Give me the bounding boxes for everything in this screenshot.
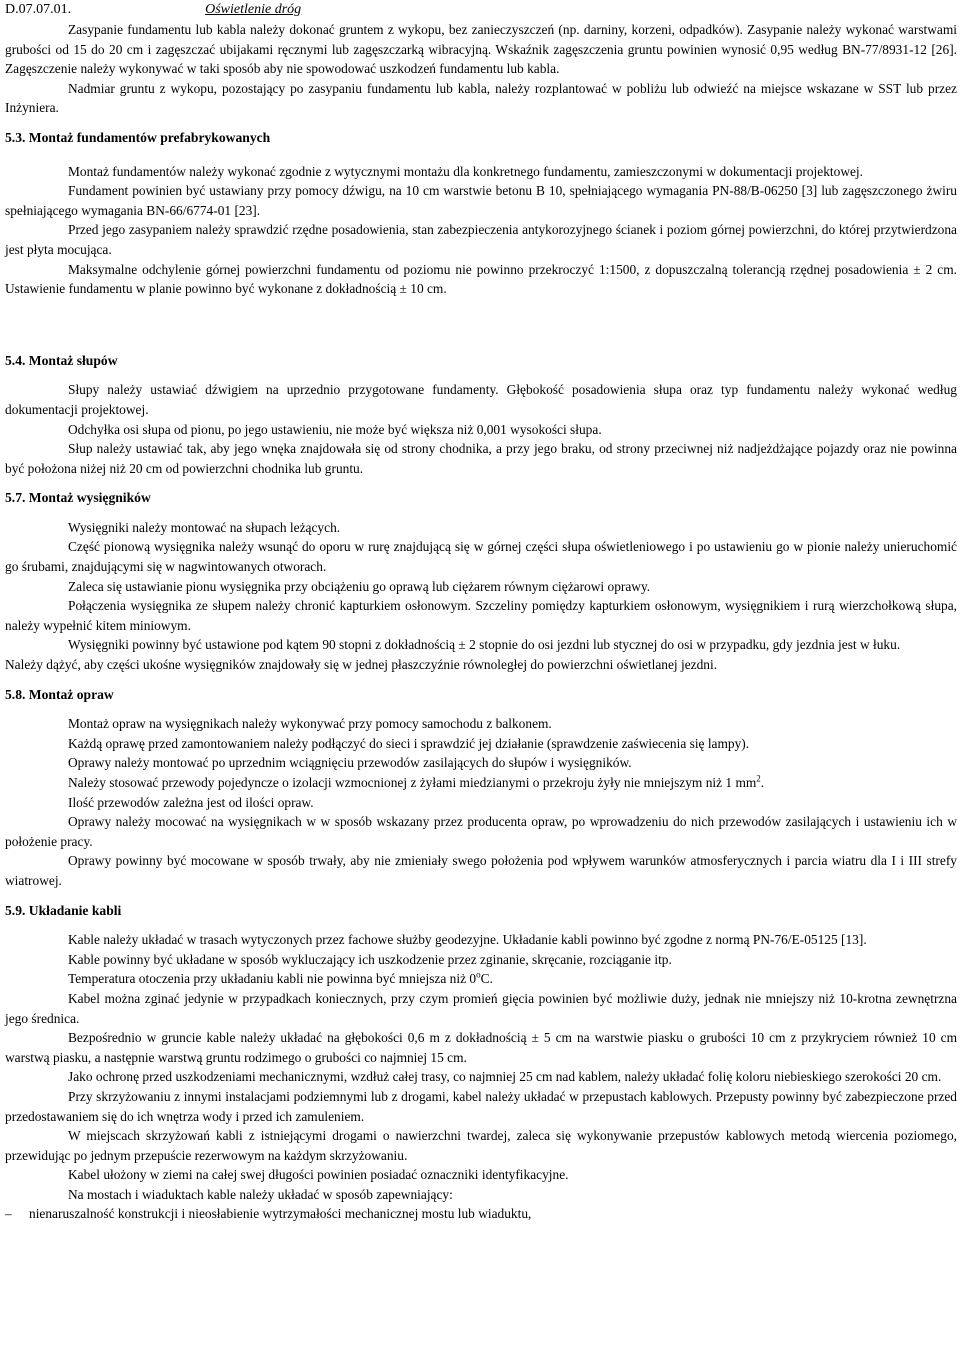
paragraph: Przy skrzyżowaniu z innymi instalacjami podziemnymi lub z drogami, kabel należy układać w przepustach kablowych. Przepusty powinny być zabezpieczone przed przedostawaniem się do ich wnętrza wody i przed ich zamuleniem. [5,1088,957,1124]
spec-code: D.07.07.01. [5,2,72,17]
paragraph: Na mostach i wiaduktach kable należy układać w sposób zapewniający: [68,1186,453,1202]
paragraph: Oprawy należy mocować na wysięgnikach w w sposób wskazany przez producenta opraw, po wprowadzeniu do nich przewodów zasilających i ustawieniu ich w położenie pracy. [5,814,957,849]
wire-text: Należy stosować przewody pojedyncze o izolacji wzmocnionej z żyłami miedzianymi o przekroju żyły nie mniejszym niż 1 mm [68,775,757,790]
paragraph: Kabel ułożony w ziemi na całej swej długości powinien posiadać oznaczniki identyfikacyjne. [68,1167,569,1183]
paragraph: Należy dążyć, aby części ukośne wysięgników znajdowały się w jednej płaszczyźnie równoległej do powierzchni oświetlanej jezdni. [5,657,718,673]
section-heading-5-3: 5.3. Montaż fundamentów prefabrykowanych [5,129,271,145]
section-heading-5-9: 5.9. Układanie kabli [5,902,122,918]
paragraph: Zasypanie fundamentu lub kabla należy dokonać gruntem z wykopu, bez zanieczyszczeń (np. darniny, korzeni, odpadków). Zasypanie należy wykonać warstwami grubości od 15 do 20 cm i zagęszczać ubijakami ręcznymi lub zagęszczarką wibracyjną. Wskaźnik zagęszczenia gruntu powinien wynosić 0,95 według BN-77/8931-12 [26]. Zagęszczenie należy wykonywać w taki sposób aby nie spowodować uszkodzeń fundamentu lub kabla. [5,22,957,77]
paragraph: Zaleca się ustawianie pionu wysięgnika przy obciążeniu go oprawą lub ciężarem równym ciężarowi oprawy. [68,578,651,594]
paragraph: Słupy należy ustawiać dźwigiem na uprzednio przygotowane fundamenty. Głębokość posadowienia słupa oraz typ fundamentu należy wykonać według dokumentacji projektowej. [5,382,957,417]
wire-end: . [760,775,765,790]
superscript: o [476,969,481,980]
paragraph: W miejscach skrzyżowań kabli z istniejącymi drogami o nawierzchni twardej, zaleca się wykonywanie przepustów kablowych metodą wiercenia poziomego, przewidując po jednym przepuście rezerwowym na każdym skrzyżowaniu. [5,1128,957,1163]
paragraph: Jako ochronę przed uszkodzeniami mechanicznymi, wzdłuż całej trasy, co najmniej 25 cm nad kablem, należy układać folię koloru niebieskiego szerokości 20 cm. [68,1069,942,1085]
paragraph [5,773,957,793]
paragraph: Przed jego zasypaniem należy sprawdzić rzędne posadowienia, stan zabezpieczenia antykorozyjnego ścianek i poziom górnej powierzchni, do której przytwierdzona jest płyta mocująca. [5,222,957,257]
paragraph: Bezpośrednio w gruncie kable należy układać na głębokości 0,6 m z dokładnością ± 5 cm na warstwie piasku o grubości 10 cm z przykryciem również 10 cm warstwą piasku, a następnie warstwą gruntu rodzimego o grubości co najmniej 15 cm. [5,1030,957,1065]
section-heading-5-8: 5.8. Montaż opraw [5,686,114,702]
paragraph: Fundament powinien być ustawiany przy pomocy dźwigu, na 10 cm warstwie betonu B 10, spełniającego wymagania PN-88/B-06250 [3] lub zagęszczonego żwiru spełniającego wymagania BN-66/6774-01 [23]. [5,183,957,218]
superscript: 2 [756,773,761,784]
paragraph: Oprawy powinny być mocowane w sposób trwały, aby nie zmieniały swego położenia pod wpływem warunków atmosferycznych i parcia wiatru dla I i III strefy wiatrowej. [5,853,957,888]
paragraph: Wysięgniki należy montować na słupach leżących. [68,519,341,535]
paragraph: Część pionową wysięgnika należy wsunąć do oporu w rurę znajdującą się w górnej części słupa oświetleniowego i po ustawieniu go w pionie należy unieruchomić go śrubami, znajdującymi się w nagwintowanych otworach. [5,539,957,575]
spec-title: Oświetlenie dróg [205,2,302,17]
document-page [5,0,957,1224]
temp-end: C. [480,971,493,987]
dash-bullet: – [5,1206,12,1222]
page-header [5,0,957,20]
paragraph: Kabel można zginać jedynie w przypadkach koniecznych, przy czym promień gięcia powinien być możliwie duży, jednak nie mniejszy niż 10-krotna zewnętrzna jego średnica. [5,990,957,1026]
temp-text: Temperatura otoczenia przy układaniu kabli nie powinna być mniejsza niż 0 [68,971,477,987]
paragraph: Każdą oprawę przed zamontowaniem należy podłączyć do sieci i sprawdzić jej działanie (sprawdzenie zaświecenia się lampy). [68,735,750,751]
paragraph: Słup należy ustawiać tak, aby jego wnęka znajdowała się od strony chodnika, a przy jego braku, od strony przeciwnej niż nadjeżdżające pojazdy oraz nie powinna być położona niżej niż 20 cm od powierzchni chodnika lub gruntu. [5,441,957,476]
paragraph: Połączenia wysięgnika ze słupem należy chronić kapturkiem osłonowym. Szczeliny pomiędzy kapturkiem osłonowym, wysięgnikiem i rurą wierzchołkową słupa, należy wypełnić kitem miniowym. [5,598,957,633]
paragraph: Wysięgniki powinny być ustawione pod kątem 90 stopni z dokładnością ± 2 stopnie do osi jezdni lub stycznej do osi w przypadku, gdy jezdnia jest w łuku. [68,637,901,653]
paragraph [5,969,957,989]
paragraph: Ilość przewodów zależna jest od ilości opraw. [68,794,314,810]
list-item [5,1204,957,1224]
paragraph: Oprawy należy montować po uprzednim wciągnięciu przewodów zasilających do słupów i wysięgników. [68,755,632,771]
paragraph: Montaż fundamentów należy wykonać zgodnie z wytycznymi montażu dla konkretnego fundamentu, zamieszczonymi w dokumentacji projektowej. [68,163,864,179]
paragraph: Montaż opraw na wysięgnikach należy wykonywać przy pomocy samochodu z balkonem. [68,716,552,732]
section-heading-5-4: 5.4. Montaż słupów [5,352,118,368]
paragraph: Odchyłka osi słupa od pionu, po jego ustawieniu, nie może być większa niż 0,001 wysokości słupa. [68,421,602,437]
paragraph: Nadmiar gruntu z wykopu, pozostający po zasypaniu fundamentu lub kabla, należy rozplantować w pobliżu lub odwieźć na miejsce wskazane w SST lub przez Inżyniera. [5,80,957,116]
paragraph: Kable powinny być układane w sposób wykluczający ich uszkodzenie przez zginanie, skręcanie, rozciąganie itp. [68,951,672,967]
list-item-text: nienaruszalność konstrukcji i nieosłabienie wytrzymałości mechanicznej mostu lub wiaduktu, [29,1206,532,1222]
paragraph: Maksymalne odchylenie górnej powierzchni fundamentu od poziomu nie powinno przekroczyć 1:1500, z dopuszczalną tolerancją rzędnej posadowienia ± 2 cm. Ustawienie fundamentu w planie powinno być wykonane z dokładnością ± 10 cm. [5,261,957,297]
paragraph: Kable należy układać w trasach wytyczonych przez fachowe służby geodezyjne. Układanie kabli powinno być zgodne z normą PN-76/E-05125 [13]. [68,932,867,948]
section-heading-5-7: 5.7. Montaż wysięgników [5,490,151,506]
